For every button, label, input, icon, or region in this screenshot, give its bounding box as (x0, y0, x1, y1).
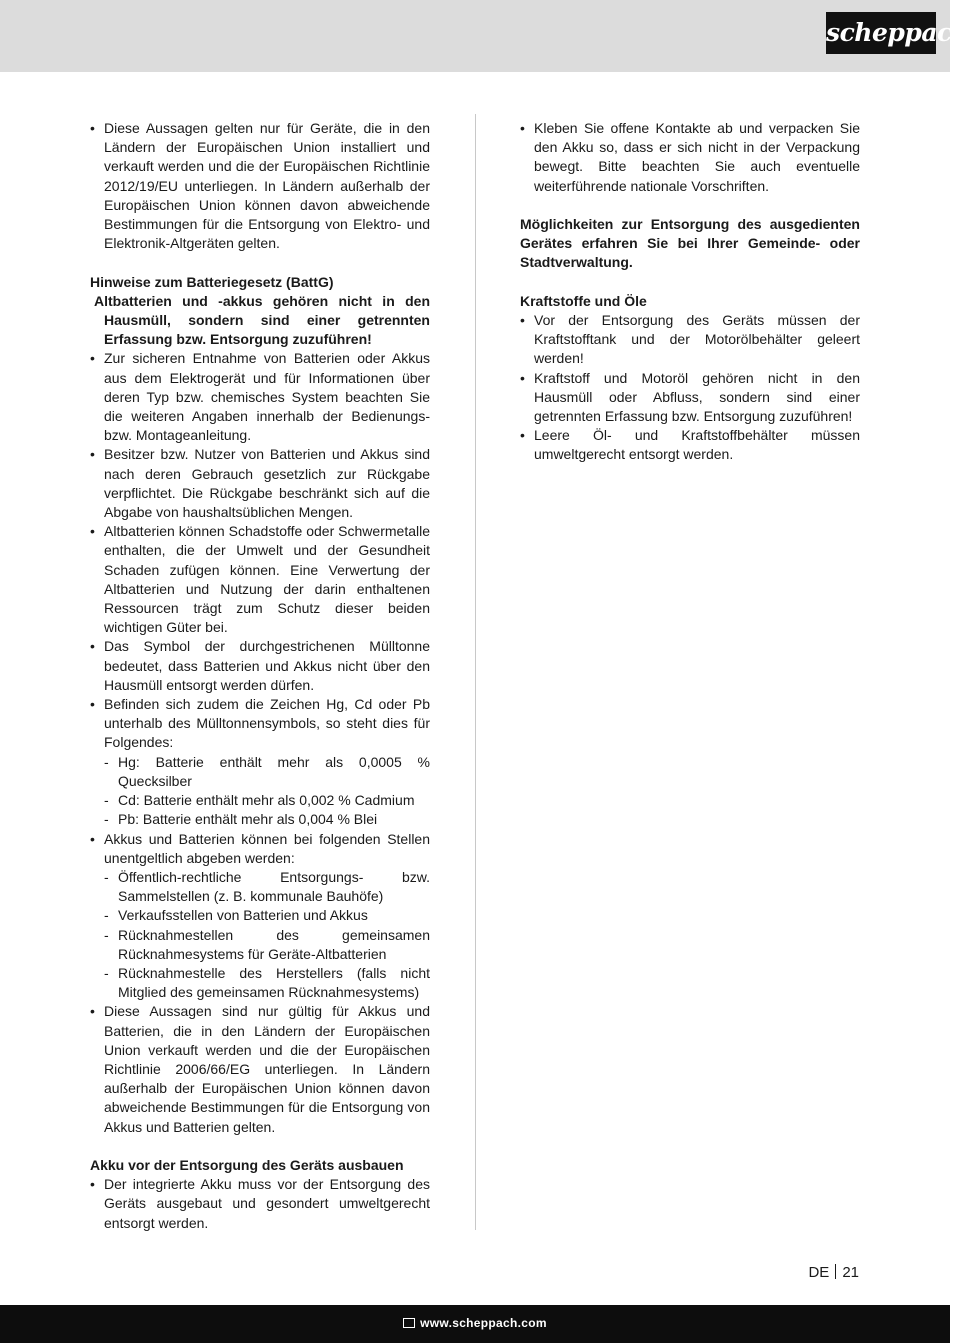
list-item: • Zur sicheren Entnahme von Batterien oder Akkus aus dem Elektrogerät und für Informationen über deren Typ bzw. chemisches System beachten Sie die weiteren Angaben innerhalb der Bedienungs- bzw. Montageanleitung. (90, 349, 430, 445)
akku-heading: Akku vor der Entsorgung des Geräts ausbauen (90, 1156, 404, 1173)
weee-scope-bullet: • Diese Aussagen gelten nur für Geräte, die in den Ländern der Europäischen Union installiert und verkauft werden und die der Europäischen Richtlinie 2012/19/EU unterliegen. In Ländern außerhalb der Europäischen Union können davon abweichende Bestimmungen für die Entsorgung von Elektro- und Elektronik-Altgeräten gelten. (90, 119, 430, 253)
disposal-note: Möglichkeiten zur Entsorgung des ausgedienten Gerätes erfahren Sie bei Ihrer Gemeinde- oder Stadtverwaltung. (520, 216, 860, 271)
fuel-heading: Kraftstoffe und Öle (520, 292, 647, 309)
page-number (808, 1264, 859, 1281)
sub-list-item: - Rücknahmestellen des gemeinsamen Rücknahmesystems für Geräte-Altbatterien (90, 926, 430, 964)
list-item: • Leere Öl- und Kraftstoffbehälter müssen umweltgerecht entsorgt werden. (520, 426, 860, 464)
sub-list-item: - Pb: Batterie enthält mehr als 0,004 % Blei (90, 810, 430, 829)
list-item: • Vor der Entsorgung des Geräts müssen der Kraftstofftank und der Motorölbehälter geleert werden! (520, 311, 860, 369)
page-footer (0, 1305, 950, 1343)
footer-url[interactable]: www.scheppach.com (420, 1316, 547, 1330)
list-item: • Besitzer bzw. Nutzer von Batterien und Akkus sind nach deren Gebrauch gesetzlich zur Rückgabe verpflichtet. Die Rückgabe beschränkt sich auf die Abgabe von haushaltsüblichen Mengen. (90, 445, 430, 522)
column-divider (475, 114, 476, 1230)
battg-warning: Altbatterien und -akkus gehören nicht in den Hausmüll, sondern sind einer getrennten Erfassung bzw. Entsorgung zuzuführen! (94, 292, 430, 348)
page-number-value: 21 (842, 1264, 859, 1281)
list-item: • Befinden sich zudem die Zeichen Hg, Cd oder Pb unterhalb des Mülltonnensymbols, so steht dies für Folgendes: (90, 695, 430, 753)
list-item: • Altbatterien können Schadstoffe oder Schwermetalle enthalten, die der Umwelt und der Gesundheit Schaden zufügen können. Eine Verwertung der Altbatterien und Nutzung der darin enthaltenen Ressourcen trägt zum Schutz dieser beiden wichtigen Güter bei. (90, 522, 430, 637)
sub-list-item: - Rücknahmestelle des Herstellers (falls nicht Mitglied des gemeinsamen Rücknahmesystems) (90, 964, 430, 1002)
page-separator (835, 1264, 836, 1279)
list-item: • Akkus und Batterien können bei folgenden Stellen unentgeltlich abgeben werden: (90, 830, 430, 868)
left-column (90, 119, 430, 1233)
right-column (520, 119, 860, 465)
scheppach-logo: scheppach (826, 12, 936, 54)
sub-list-item: - Verkaufsstellen von Batterien und Akkus (90, 906, 430, 925)
list-item: • Das Symbol der durchgestrichenen Mülltonne bedeutet, dass Batterien und Akkus nicht über den Hausmüll entsorgt werden dürfen. (90, 637, 430, 695)
list-item: • Kraftstoff und Motoröl gehören nicht in den Hausmüll oder Abfluss, sondern sind einer getrennten Erfassung bzw. Entsorgung zuzuführen! (520, 369, 860, 427)
language-code: DE (808, 1264, 830, 1281)
list-item: • Diese Aussagen sind nur gültig für Akkus und Batterien, die in den Ländern der Europäischen Union verkauft werden und die der Europäischen Richtlinie 2006/66/EG unterliegen. In Ländern außerhalb der Europäischen Union können davon abweichende Bestimmungen für die Entsorgung von Akkus und Batterien gelten. (90, 1002, 430, 1136)
sub-list-item: - Öffentlich-rechtliche Entsorgungs- bzw. Sammelstellen (z. B. kommunale Bauhöfe) (90, 868, 430, 906)
sub-list-item: - Cd: Batterie enthält mehr als 0,002 % Cadmium (90, 791, 430, 810)
page-header (0, 0, 969, 72)
monitor-icon (403, 1318, 415, 1328)
sub-list-item: - Hg: Batterie enthält mehr als 0,0005 % Quecksilber (90, 753, 430, 791)
list-item: • Der integrierte Akku muss vor der Entsorgung des Geräts ausgebaut und gesondert umweltgerecht entsorgt werden. (90, 1175, 430, 1233)
battg-heading: Hinweise zum Batteriegesetz (BattG) (90, 273, 334, 290)
list-item: • Kleben Sie offene Kontakte ab und verpacken Sie den Akku so, dass er sich nicht in der Verpackung bewegt. Bitte beachten Sie auch eventuelle weiterführende nationale Vorschriften. (520, 119, 860, 196)
